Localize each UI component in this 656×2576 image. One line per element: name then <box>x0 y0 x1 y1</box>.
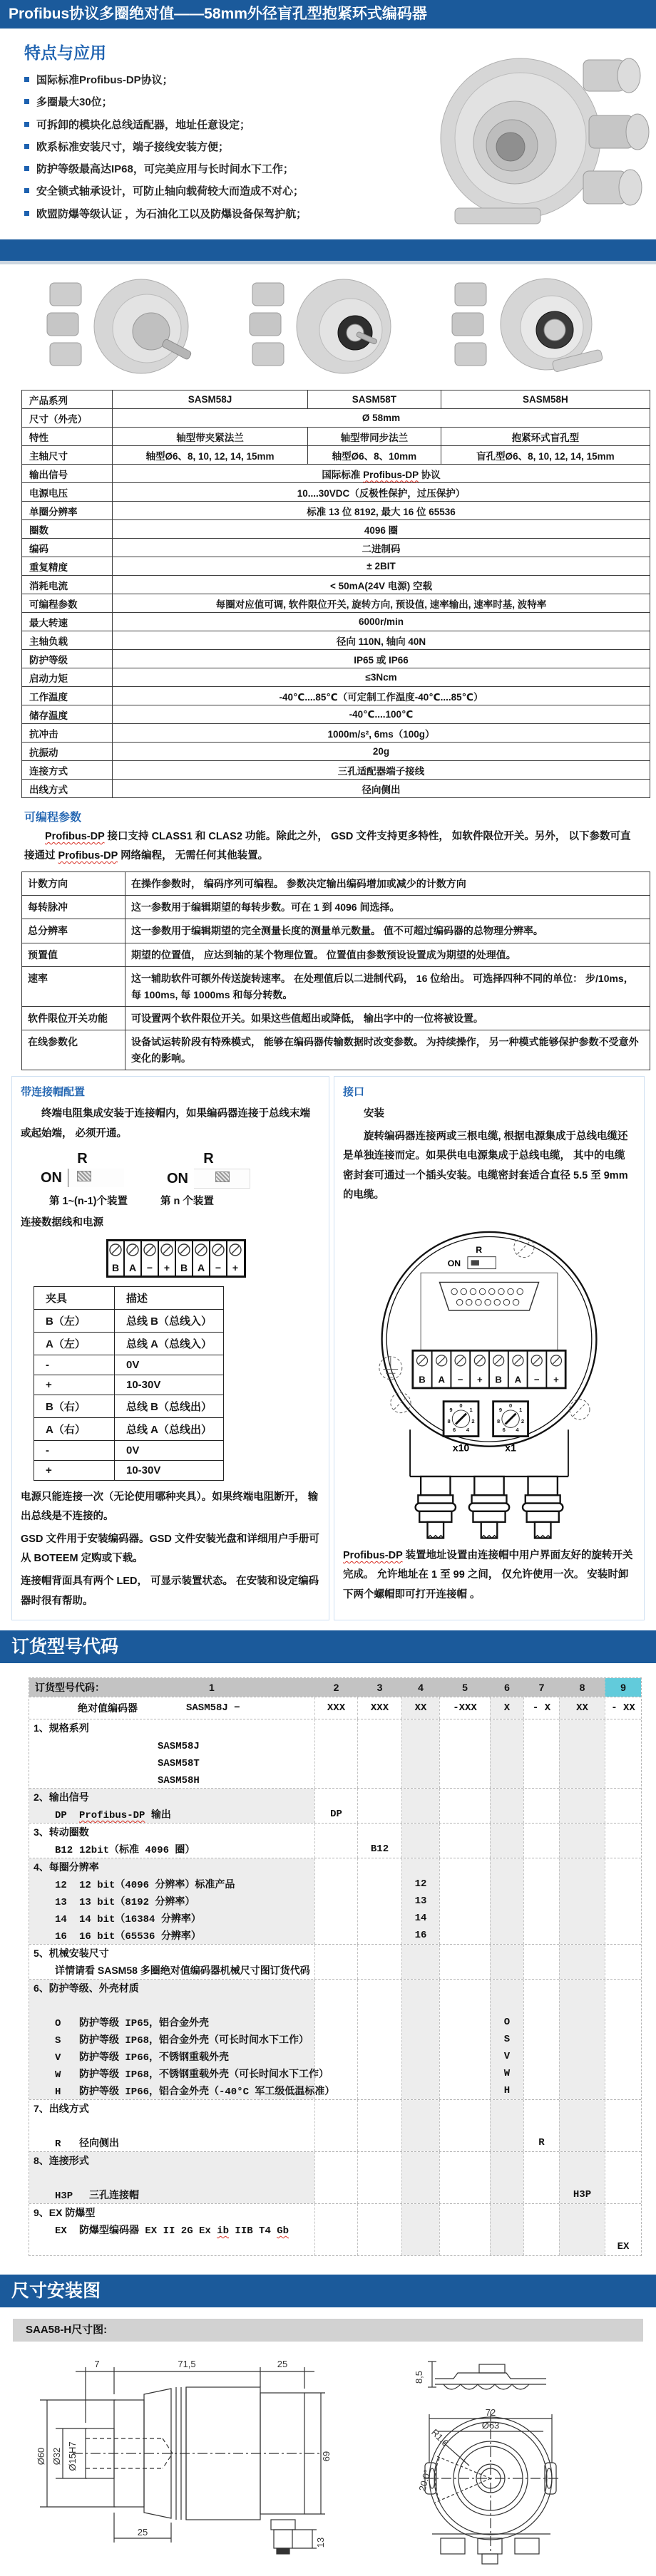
table-row: 每转脉冲 这一参数用于编辑期望的每转步数。可在 1 到 4096 间选择。 <box>22 896 650 919</box>
svg-text:4: 4 <box>466 1426 470 1433</box>
terminal-strip-diagram <box>106 1239 246 1278</box>
bullet-square-icon <box>24 166 29 171</box>
svg-text:20.0°: 20.0° <box>416 2468 433 2493</box>
ordering-section-2: 2、输出信号 DP Profibus-DP 输出 DP <box>29 1788 641 1823</box>
table-row: 圈数 4096 圈 <box>22 520 650 539</box>
svg-text:A: A <box>438 1374 446 1385</box>
svg-text:R: R <box>476 1244 483 1255</box>
table-row: 消耗电流 < 50mA(24V 电源) 空载 <box>22 576 650 594</box>
conncap-heading: 带连接帽配置 <box>21 1086 86 1099</box>
termination-switch-icon <box>194 1169 250 1189</box>
ordering-section-9: 9、EX 防爆型 EX 防爆型编码器 EX II 2G Ex ib IIB T4 Gb EX <box>29 2203 641 2255</box>
svg-text:R1.6: R1.6 <box>429 2426 451 2448</box>
svg-text:8,5: 8,5 <box>414 2371 424 2384</box>
bullet-square-icon <box>24 211 29 216</box>
ordering-section-6: 6、防护等级、外壳材质 O 防护等级 IP65，铝合金外壳 S 防护等级 IP68，铝合金外壳（可长时间水下工作） V 防护等级 IP66，不锈钢重载外壳 W 防护等级 IP68，不锈钢重载外壳（可长时间水下工作） H 防护等级 IP66，铝合金外壳（-40°C 军工级低温标准） O S V W H <box>29 1979 641 2099</box>
svg-text:+: + <box>553 1374 559 1385</box>
table-row: - 0V <box>34 1355 224 1375</box>
feature-item: 多圈最大30位； <box>24 95 424 110</box>
svg-text:72: 72 <box>485 2407 496 2419</box>
table-row: 总分辨率 这一参数用于编辑期望的完全测量长度的测量单元数量。 值不可超过编码器的总物理分辨率。 <box>22 919 650 943</box>
svg-text:B: B <box>111 1261 120 1273</box>
table-row: 输出信号 国际标准 Profibus-DP 协议 <box>22 465 650 483</box>
ordering-section-3: 3、转动圈数 B12 12bit（标准 4096 圈） B12 <box>29 1823 641 1858</box>
dimensions-section-bar: 尺寸安装图 <box>0 2275 656 2307</box>
table-row: 软件限位开关功能 可设置两个软件限位开关。如果这些值超出或降低， 输出字中的一位将被设置。 <box>22 1006 650 1030</box>
table-row: 特性 轴型带夹紧法兰 轴型带同步法兰 抱紧环式盲孔型 <box>22 428 650 446</box>
svg-text:ON: ON <box>447 1258 461 1268</box>
ordering-header-row: 订货型号代码： 1 2 3 4 5 6 7 8 9 <box>29 1678 641 1697</box>
table-row: + 10-30V <box>34 1460 224 1480</box>
bullet-square-icon <box>24 144 29 149</box>
table-row: 计数方向 在操作参数时， 编码序列可编程。 参数决定输出编码增加或减少的计数方向 <box>22 871 650 895</box>
table-row: 重复精度 ± 2BIT <box>22 557 650 576</box>
encoder-photo-shaft-clamp <box>40 270 211 383</box>
svg-text:+: + <box>476 1374 483 1385</box>
svg-text:6: 6 <box>502 1426 506 1433</box>
svg-text:B: B <box>180 1261 188 1273</box>
svg-text:7: 7 <box>94 2359 100 2370</box>
programmable-params-heading: 可编程参数 <box>24 812 82 824</box>
svg-text:x1: x1 <box>505 1442 516 1454</box>
feature-item: 国际标准Profibus-DP协议； <box>24 73 424 88</box>
table-row: 主轴负载 径向 110N, 轴向 40N <box>22 631 650 650</box>
encoder-photo-blind-hollow <box>445 270 616 383</box>
table-row: 速率 这一辅助软件可额外传送旋转速率。 在处理值后以二进制代码， 16 位给出。 可选择四种不同的单位： 步/10ms， 每 100ms, 每 1000ms 和每分转数。 <box>22 967 650 1007</box>
table-row: 可编程参数 每圈对应值可调, 软件限位开关, 旋转方向, 预设值, 速率输出, 速率时基, 波特率 <box>22 594 650 613</box>
bullet-square-icon <box>24 188 29 193</box>
page-title: Profibus协议多圈绝对值——58mm外径盲孔型抱紧环式编码器 <box>0 0 656 29</box>
svg-text:A: A <box>514 1374 522 1385</box>
spec-table <box>21 390 650 798</box>
svg-text:A: A <box>128 1261 137 1273</box>
encoder-hero-photo <box>421 38 656 237</box>
programmable-params-table <box>21 871 650 1071</box>
svg-text:+: + <box>232 1261 239 1273</box>
table-row: 抗冲击 1000m/s², 6ms（100g） <box>22 724 650 743</box>
svg-text:2: 2 <box>521 1417 525 1424</box>
svg-text:Ø63: Ø63 <box>481 2420 500 2431</box>
address-note: Profibus-DP 装置地址设置由连接帽中用户界面友好的旋转开关完成。 允许地址在 1 至 99 之间， 仅允许使用一次。 安装时卸下两个螺帽即可打开连接帽 。 <box>343 1549 633 1600</box>
svg-text:0: 0 <box>459 1402 463 1409</box>
bullet-square-icon <box>24 77 29 82</box>
svg-text:−: − <box>533 1374 540 1385</box>
bullet-square-icon <box>24 99 29 104</box>
table-row: 电源电压 10....30VDC（反极性保护，过压保护） <box>22 483 650 502</box>
table-row: - 0V <box>34 1440 224 1460</box>
table-row: B（右） 总线 B（总线出） <box>34 1395 224 1417</box>
svg-text:−: − <box>457 1374 463 1385</box>
svg-text:9: 9 <box>498 1406 503 1413</box>
table-row: 夹具 描述 <box>34 1286 224 1309</box>
table-row: 储存温度 -40℃....100℃ <box>22 705 650 724</box>
table-row: 启动力矩 ≤3Ncm <box>22 668 650 687</box>
table-row: 抗振动 20g <box>22 743 650 761</box>
svg-text:1: 1 <box>519 1406 523 1413</box>
svg-text:1: 1 <box>469 1406 473 1413</box>
svg-text:A: A <box>197 1261 205 1273</box>
ordering-section-5: 5、机械安装尺寸 详情请看 SASM58 多圈绝对值编码器机械尺寸图订货代码 <box>29 1944 641 1979</box>
table-row: 最大转速 6000r/min <box>22 613 650 631</box>
clamp-table <box>34 1286 224 1481</box>
table-row: 工作温度 -40℃....85℃（可定制工作温度-40℃....85℃） <box>22 687 650 705</box>
ordering-section-8: 8、连接形式 H3P 三孔连接帽 H3P <box>29 2151 641 2203</box>
features-section <box>0 29 656 239</box>
programmable-params-intro: Profibus-DP 接口支持 CLASS1 和 CLAS2 功能。除此之外， GSD 文件支持更多特性， 如软件限位开关。另外， 以下参数可直接通过 Profibus-DP 网络编程， 无需任何其他装置。 <box>24 831 631 862</box>
svg-text:0: 0 <box>508 1402 513 1409</box>
svg-text:9: 9 <box>449 1406 453 1413</box>
table-row: 产品系列 SASM58J SASM58T SASM58H <box>22 390 650 409</box>
svg-text:Ø32: Ø32 <box>51 2447 62 2466</box>
product-photo-row <box>0 264 656 386</box>
ordering-section-1: 1、规格系列 SASM58J SASM58T SASM58H <box>29 1719 641 1788</box>
table-row: B（左） 总线 B（总线入） <box>34 1309 224 1332</box>
table-row: A（左） 总线 A（总线入） <box>34 1332 224 1355</box>
table-row: 连接方式 三孔适配器端子接线 <box>22 761 650 780</box>
interface-panel: 接口 安装 旋转编码器连接两或三根电缆, 根据电源集成于总线电缆还是单独连接而定。如果供电电源集成于总线电缆， 其中的电缆密封套可通过一个插头安装。电缆密封套适合直径 5.5 至 9mm 的电缆。 R ON B A − + B A − + 0 1 9 8 2 6 4 0 1 9 8 2 6 4 x10 x1 Profibus-DP 装置地址设置由连接帽中用户界面友好的旋转开关完成。 允许地址在 1 至 99 之间， 仅允许使用一次。 安装时卸下两个螺帽即可打开连接帽 。 <box>334 1076 645 1620</box>
table-row: 单圈分辨率 标准 13 位 8192, 最大 16 位 65536 <box>22 502 650 520</box>
svg-text:Ø15H7: Ø15H7 <box>67 2441 78 2471</box>
svg-text:x10: x10 <box>452 1442 470 1454</box>
interface-heading: 接口 <box>343 1086 365 1099</box>
encoder-photo-synchro-flange <box>242 270 414 383</box>
ordering-table <box>29 1677 642 2256</box>
svg-text:−: − <box>146 1261 153 1273</box>
feature-item: 安全锁式轴承设计，可防止轴向载荷较大而造成不对心； <box>24 185 424 199</box>
ordering-model-row: 绝对值编码器 SASM58J − XXX XXX XX -XXX X - X XX - XX <box>29 1697 641 1719</box>
svg-text:8: 8 <box>497 1417 501 1424</box>
table-row: 主轴尺寸 轴型Ø6、8, 10, 12, 14, 15mm 轴型Ø6、8、10mm 盲孔型Ø6、8, 10, 12, 14, 15mm <box>22 446 650 465</box>
svg-text:B: B <box>419 1374 426 1385</box>
ordering-section-7: 7、出线方式 R 径向侧出 R <box>29 2099 641 2151</box>
ordering-section-4: 4、每圈分辨率 12 12 bit（4096 分辨率）标准产品 13 13 bit（8192 分辨率） 14 14 bit（16384 分辨率） 16 16 bit（65536 分辨率） 12 13 14 16 <box>29 1858 641 1944</box>
connection-cap-diagram <box>347 1209 632 1543</box>
dip-switch-diagram: R ON R ON <box>41 1151 320 1189</box>
termination-switch-icon <box>68 1169 124 1187</box>
table-row: 防护等级 IP65 或 IP66 <box>22 650 650 668</box>
svg-text:Ø60: Ø60 <box>36 2447 46 2466</box>
svg-text:+: + <box>163 1261 170 1273</box>
table-row: 尺寸（外壳） Ø 58mm <box>22 409 650 428</box>
svg-text:71,5: 71,5 <box>178 2359 196 2370</box>
table-row: + 10-30V <box>34 1375 224 1395</box>
feature-item: 欧系标准安装尺寸，端子接线安装方便； <box>24 140 424 155</box>
bullet-square-icon <box>24 122 29 127</box>
svg-text:2: 2 <box>471 1417 475 1424</box>
table-row: 出线方式 径向侧出 <box>22 780 650 798</box>
dimension-drawing-subtitle: SAA58-H尺寸图: <box>13 2319 643 2342</box>
svg-text:25: 25 <box>277 2359 288 2370</box>
svg-text:4: 4 <box>516 1426 519 1433</box>
table-row: 在线参数化 设备试运转阶段有特殊模式， 能够在编码器传输数据时改变参数。 为持续操作， 另一种模式能够保护参数不受意外变化的影响。 <box>22 1030 650 1070</box>
connection-cap-config-panel: 带连接帽配置 终端电阻集成安装于连接帽内，如果编码器连接于总线末端或起始端， 必须开通。 R ON R ON 第 1~(n-1)个装置 第 n 个装置 连接数据线和电源 B A − + B A − + 夹具 描述 B（左） 总线 B（总线入） A（左） 总线 A（总线入） - 0V + 10-30V B（右） 总线 B（总线出） A（右） 总线 A（总线出） - 0V + 10-30V 电源只能连接一次（无论使用哪种夹具）。如果终端电阻断开， 输出总线是不连接的。 GSD 文件用于安装编码器。GSD 文件安装光盘和详细用户手册可从 BOTEEM 定购或下载。 连接帽背面具有两个 LED， 可显示装置状态。 在安装和设定编码器时很有帮助。 <box>11 1076 329 1620</box>
svg-text:69: 69 <box>321 2451 332 2462</box>
feature-item: 欧盟防爆等级认证 ，为石油化工以及防爆设备保驾护航； <box>24 207 424 222</box>
svg-text:13: 13 <box>315 2537 326 2548</box>
table-row: 预置值 期望的位置值， 应达到轴的某个物理位置。 位置值由参数预设设置成为期望的处理值。 <box>22 943 650 966</box>
table-row: 编码 二进制码 <box>22 539 650 557</box>
section-divider-bar <box>0 239 656 264</box>
svg-text:B: B <box>495 1374 502 1385</box>
feature-item: 防护等级最高达IP68，可完美应用与长时间水下工作； <box>24 162 424 177</box>
svg-text:25: 25 <box>137 2527 148 2538</box>
table-row: A（右） 总线 A（总线出） <box>34 1417 224 1440</box>
svg-text:6: 6 <box>453 1426 456 1433</box>
feature-item: 可拆卸的模块化总线适配器，地址任意设定； <box>24 118 424 133</box>
svg-text:−: − <box>215 1261 222 1273</box>
features-heading: 特点与应用 <box>24 43 106 62</box>
svg-text:8: 8 <box>447 1417 451 1424</box>
ordering-section-bar: 订货型号代码 <box>0 1630 656 1663</box>
